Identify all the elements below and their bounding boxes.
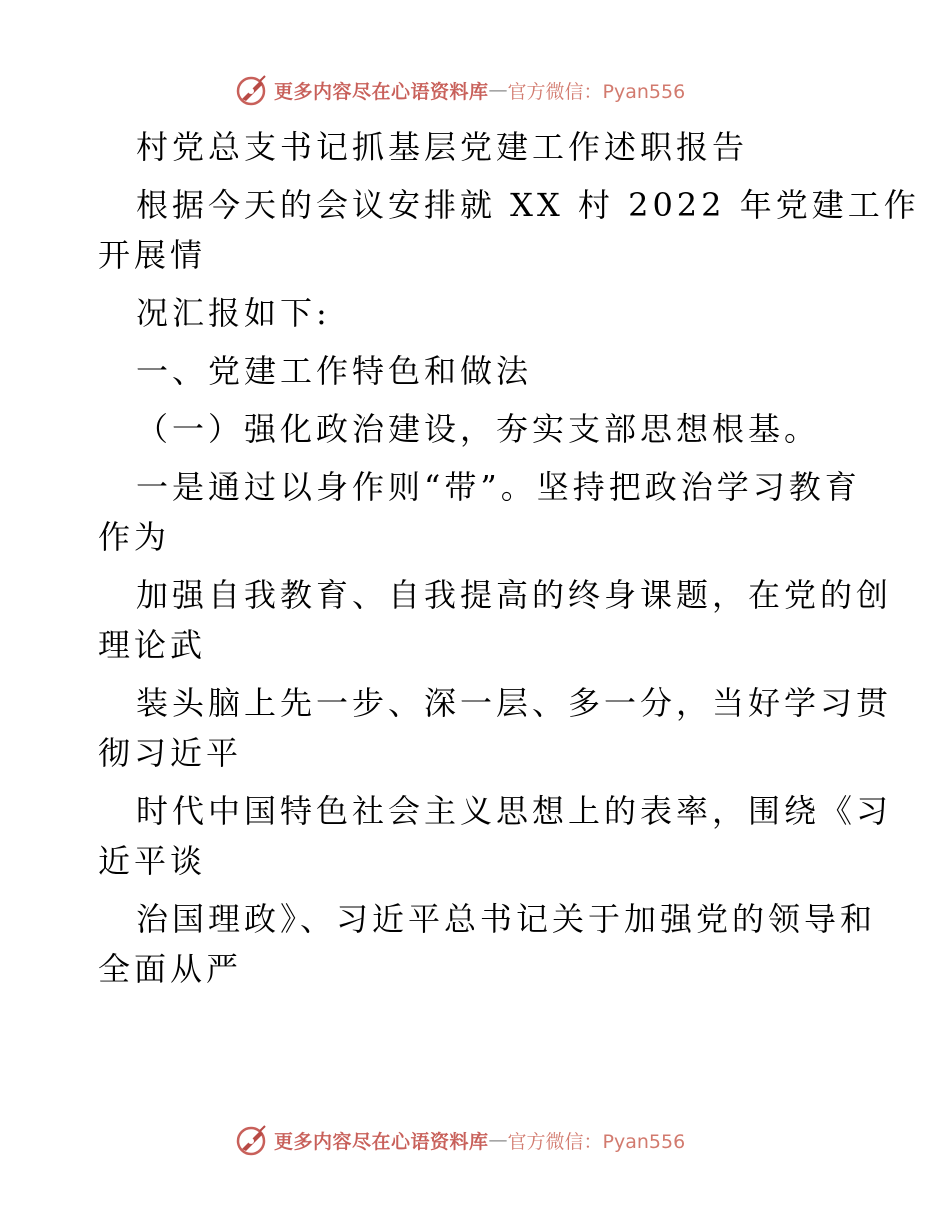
banner-text: 更多内容尽在心语资料库 <box>274 1130 489 1153</box>
header-banner <box>234 70 754 110</box>
paragraph-line: 一是通过以身作则“带”。坚持把政治学习教育 <box>136 468 861 506</box>
banner-separator: — <box>488 79 508 101</box>
paragraph-line: 全面从严 <box>98 950 243 988</box>
document-title: 村党总支书记抓基层党建工作述职报告 <box>136 128 749 166</box>
paragraph-line: 治国理政》、习近平总书记关于加强党的领导和 <box>136 900 877 938</box>
subsection-heading: （一）强化政治建设，夯实支部思想根基。 <box>136 410 821 448</box>
paragraph-line: 时代中国特色社会主义思想上的表率，围绕《习 <box>136 792 893 830</box>
quill-pen-icon <box>234 1123 268 1157</box>
paragraph-line: 理论武 <box>98 626 207 664</box>
document-body <box>98 122 920 994</box>
quill-pen-icon <box>234 73 268 107</box>
paragraph-line: 况汇报如下: <box>136 294 331 332</box>
paragraph-line: 作为 <box>98 518 171 556</box>
paragraph-line: 开展情 <box>98 236 207 274</box>
banner-wechat: 官方微信：Pyan556 <box>507 80 686 103</box>
section-heading: 一、党建工作特色和做法 <box>136 352 533 390</box>
paragraph-line: 装头脑上先一步、深一层、多一分，当好学习贯 <box>136 684 893 722</box>
banner-wechat: 官方微信：Pyan556 <box>507 1130 686 1153</box>
paragraph-line: 彻习近平 <box>98 734 243 772</box>
paragraph-line: 根据今天的会议安排就 XX 村 2022 年党建工作 <box>136 186 920 224</box>
banner-separator: — <box>488 1129 508 1151</box>
paragraph-line: 近平谈 <box>98 842 207 880</box>
footer-banner <box>234 1120 754 1160</box>
paragraph-line: 加强自我教育、自我提高的终身课题，在党的创 <box>136 576 893 614</box>
banner-text: 更多内容尽在心语资料库 <box>274 80 489 103</box>
